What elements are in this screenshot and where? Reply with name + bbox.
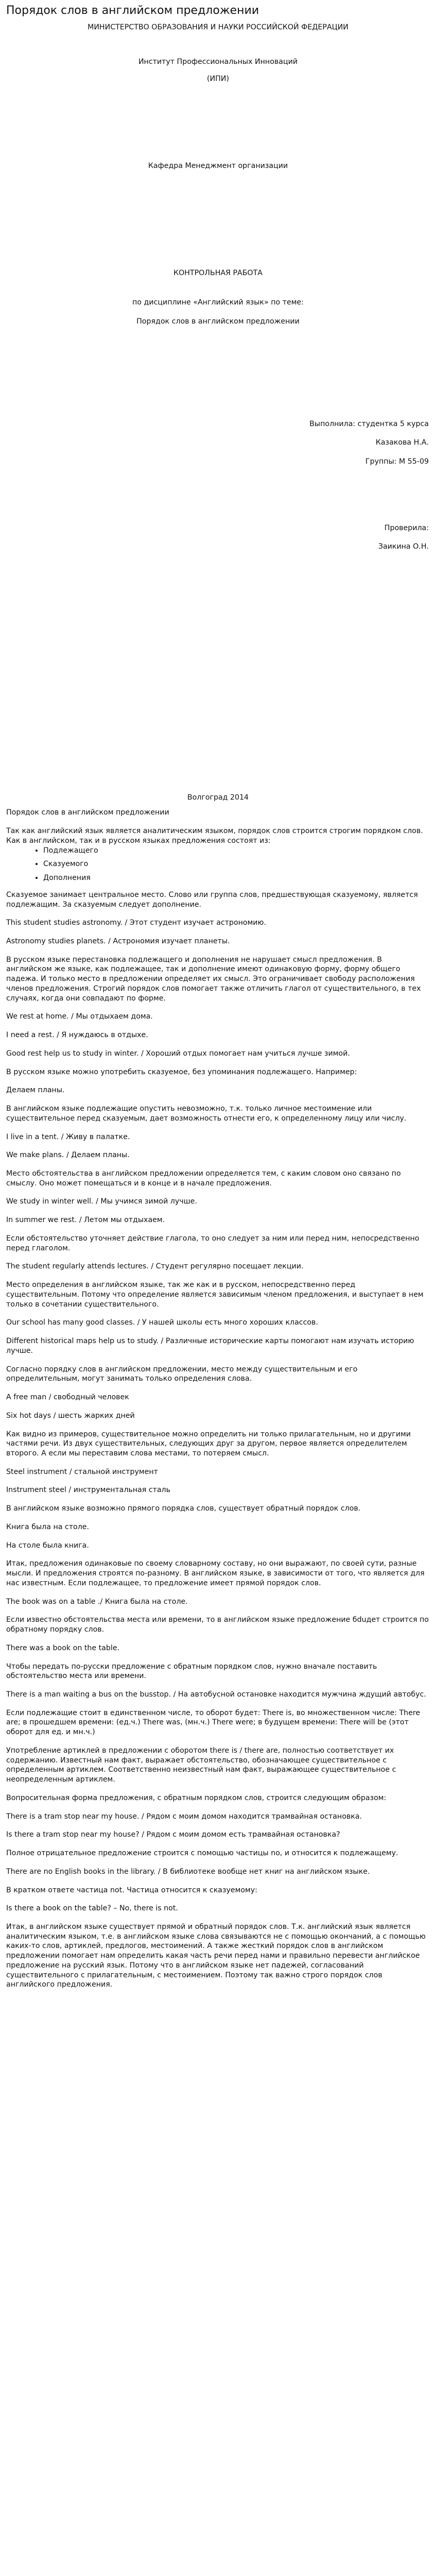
institute-name: Институт Профессиональных Инноваций — [138, 58, 298, 66]
paragraph: Good rest help us to study in winter. / Хороший отдых помогает нам учиться лучше зимой. — [6, 1049, 350, 1058]
paragraph: Место определения в английском языке, так же как и в русском, непосредственно перед существительным. Потому что определение является зависимым членом предложения, и выступает в нем только в сочетании существительного. — [6, 1281, 424, 1309]
paragraph: Делаем планы. — [6, 1086, 65, 1095]
checked-by-label: Проверила: — [384, 523, 429, 532]
checker-block — [6, 523, 430, 552]
paragraph: There is a tram stop near my house. / Рядом с моим домом находится трамвайная остановка. — [6, 1812, 362, 1821]
paragraph: Если обстоятельство уточняет действие глагола, то оно следует за ним или перед ним, непосредственно перед глаголом. — [6, 1234, 420, 1252]
paragraph: Astronomy studies planets. / Астрономия изучает планеты. — [6, 937, 230, 945]
paragraph: Our school has many good classes. / У нашей школы есть много хороших классов. — [6, 1318, 318, 1327]
paragraph: В русском языке перестановка подлежащего и дополнения не нарушает смысл предложения. В английском же языке, как подлежащее, так и дополнение имеют одинаковую форму, форму общего падежа. И только место в предложении определяет их смысл. Это ограничивает свободу расположения членов предложения. Строгий порядок слов помогает также отличить глагол от существительного, в тех случаях, когда они совпадают по форме. — [6, 955, 421, 1003]
paragraph: Как видно из примеров, существительное можно определить ни только прилагательным, но и другими частями речи. Из двух существительных, следующих друг за другом, первое является определителем второго. А если мы переставим слова местами, то потеряем смысл. — [6, 1430, 411, 1458]
paragraph: Итак, предложения одинаковые по своему словарному составу, но они выражают, по своей сути, разные мысли. И предложения строятся по-разному. В английском языке, в зависимости от того, что является для нас известным. Если подлежащее, то предложение имеет прямой порядок слов. — [6, 1560, 425, 1587]
paragraph: The student regularly attends lectures. / Студент регулярно посещает лекции. — [6, 1262, 304, 1271]
paragraph: Чтобы передать по-русски предложение с обратным порядком слов, нужно вначале поставить обстоятельство места или времени. — [6, 1662, 377, 1681]
paragraph: Is there a book on the table? – No, there is not. — [6, 1904, 178, 1913]
paragraph: Сказуемое занимает центральное место. Слово или группа слов, предшествующая сказуемому, является подлежащим. За сказуемым следует дополнение. — [6, 890, 418, 909]
paragraph: Полное отрицательное предложение строится с помощью частицы no, и относится к подлежащему. — [6, 1849, 398, 1858]
work-type: КОНТРОЛЬНАЯ РАБОТА — [173, 269, 263, 278]
sentence-parts-list — [43, 846, 430, 883]
paragraph: In summer we rest. / Летом мы отдыхаем. — [6, 1216, 165, 1225]
paragraph: A free man / свободный человек — [6, 1393, 129, 1402]
discipline-line: по дисциплине «Английский язык» по теме: — [132, 298, 304, 307]
list-item: • Подлежащего — [43, 846, 430, 856]
paragraph: Книга была на столе. — [6, 1522, 89, 1531]
paragraph: Instrument steel / инструментальная сталь — [6, 1486, 170, 1495]
paragraph: We rest at home. / Мы отдыхаем дома. — [6, 1012, 153, 1021]
paragraph: На столе была книга. — [6, 1541, 89, 1550]
paragraph: Вопросительная форма предложения, с обратным порядком слов, строится следующим образом: — [6, 1793, 387, 1802]
paragraph: There is a man waiting a bus on the busstop. / На автобусной остановке находится мужчина ждущий автобус. — [6, 1690, 426, 1699]
paragraph: There are no English books in the library. / В библиотеке вообще нет книг на английском языке. — [6, 1867, 370, 1876]
paragraph: Is there a tram stop near my house? / Рядом с моим домом есть трамвайная остановка? — [6, 1831, 340, 1839]
paragraph: We study in winter well. / Мы учимся зимой лучше. — [6, 1197, 197, 1206]
document-title: Порядок слов в английском предложении — [6, 4, 259, 17]
paragraph: I live in a tent. / Живу в палатке. — [6, 1132, 130, 1141]
paragraph: Если известно обстоятельства места или времени, то в английском языке предложение бduдет строится по обратному порядку слов. — [6, 1616, 429, 1634]
paragraph: Different historical maps help us to study. / Различные исторические карты помогают нам изучать историю лучше. — [6, 1337, 414, 1355]
paragraph: Согласно порядку слов в английском предложении, место между существительным и его определительным, могут занимать только определения слова. — [6, 1365, 358, 1383]
paragraph: We make plans. / Делаем планы. — [6, 1151, 130, 1160]
intro-paragraph: Так как английский язык является аналитическим языком, порядок слов строится строгим порядком слов. Как в английском, так и в русском языках предложения состоят из: — [6, 827, 423, 845]
title-page — [6, 23, 430, 801]
main-content — [6, 808, 430, 1990]
paragraph: Место обстоятельства в английском предложении определяется тем, с каким словом оно связано по смыслу. Оно может помещаться и в конце и в начале предложения. — [6, 1170, 401, 1188]
topic-line: Порядок слов в английском предложении — [136, 317, 300, 326]
paragraph: The book was on a table ./ Книга была на столе. — [6, 1597, 188, 1606]
student-group: Группы: М 55-09 — [365, 457, 429, 466]
paragraph: This student studies astronomy. / Этот студент изучает астрономию. — [6, 919, 266, 927]
content-heading: Порядок слов в английском предложении — [6, 808, 169, 817]
paragraph: Six hot days / шесть жарких дней — [6, 1411, 135, 1420]
ministry-name: МИНИСТЕРСТВО ОБРАЗОВАНИЯ И НАУКИ РОССИЙСКОЙ ФЕДЕРАЦИИ — [88, 23, 348, 32]
chair-name: Кафедра Менеджмент организации — [148, 161, 288, 170]
paragraph: В кратком ответе частица not. Частица относится к сказуемому: — [6, 1886, 257, 1894]
paragraph: Употребление артиклей в предложении с оборотом there is / there are, полностью соответствует их содержанию. Известный нам факт, выражает обстоятельство, обозначающее существительное с определенным артиклем. Соответственно неизвестный нам факт, выражающее существительное с неопределенным артиклем. — [6, 1746, 396, 1784]
paragraph: I need a rest. / Я нуждаюсь в отдыхе. — [6, 1031, 148, 1040]
institute-abbreviation: (ИПИ) — [207, 74, 229, 83]
teacher-name: Заикина О.Н. — [378, 543, 429, 551]
student-name: Казакова Н.А. — [375, 438, 429, 447]
paragraph: Steel instrument / стальной инструмент — [6, 1467, 158, 1476]
performer-block — [6, 419, 430, 467]
list-item: • Сказуемого — [43, 859, 430, 869]
paragraph: В английском языке возможно прямого порядка слов, существует обратный порядок слов. — [6, 1504, 361, 1513]
paragraph: Итак, в английском языке существует прямой и обратный порядок слов. Т.к. английский язык является аналитическим языком, т.е. в английском языке слова связываются не с помощью окончаний, а с помощью каких-то слов, артиклей, предлогов, местоимений. А также жесткий порядок слов в английском предложении помогает нам определить какая часть речи перед нами и правильно перевести английское предложение на русский язык. Потому что в английском языке нет падежей, согласований существительного с прилагательным, с местоимением. Поэтому так важно строго порядок слов английского предложения. — [6, 1923, 426, 1989]
list-item: • Дополнения — [43, 873, 430, 883]
city-year: Волгоград 2014 — [187, 793, 249, 802]
paragraph: There was a book on the table. — [6, 1643, 120, 1652]
performed-by-label: Выполнила: студентка 5 курса — [309, 419, 429, 428]
paragraph: Если подлежащие стоит в единственном числе, то оборот будет: There is, во множественном числе: There are; в прошедшем времени: (ед.ч.) There was, (мн.ч.) There were; в будущем времени: There will be (этот оборот для ед. и мн.ч.) — [6, 1708, 421, 1737]
paragraph: В английском языке подлежащие опустить невозможно, т.к. только личное местоимение или существительное перед сказуемым, дает возможность отнести его, к определенному лицу или числу. — [6, 1105, 407, 1123]
paragraph: В русском языке можно употребить сказуемое, без упоминания подлежащего. Например: — [6, 1067, 357, 1076]
